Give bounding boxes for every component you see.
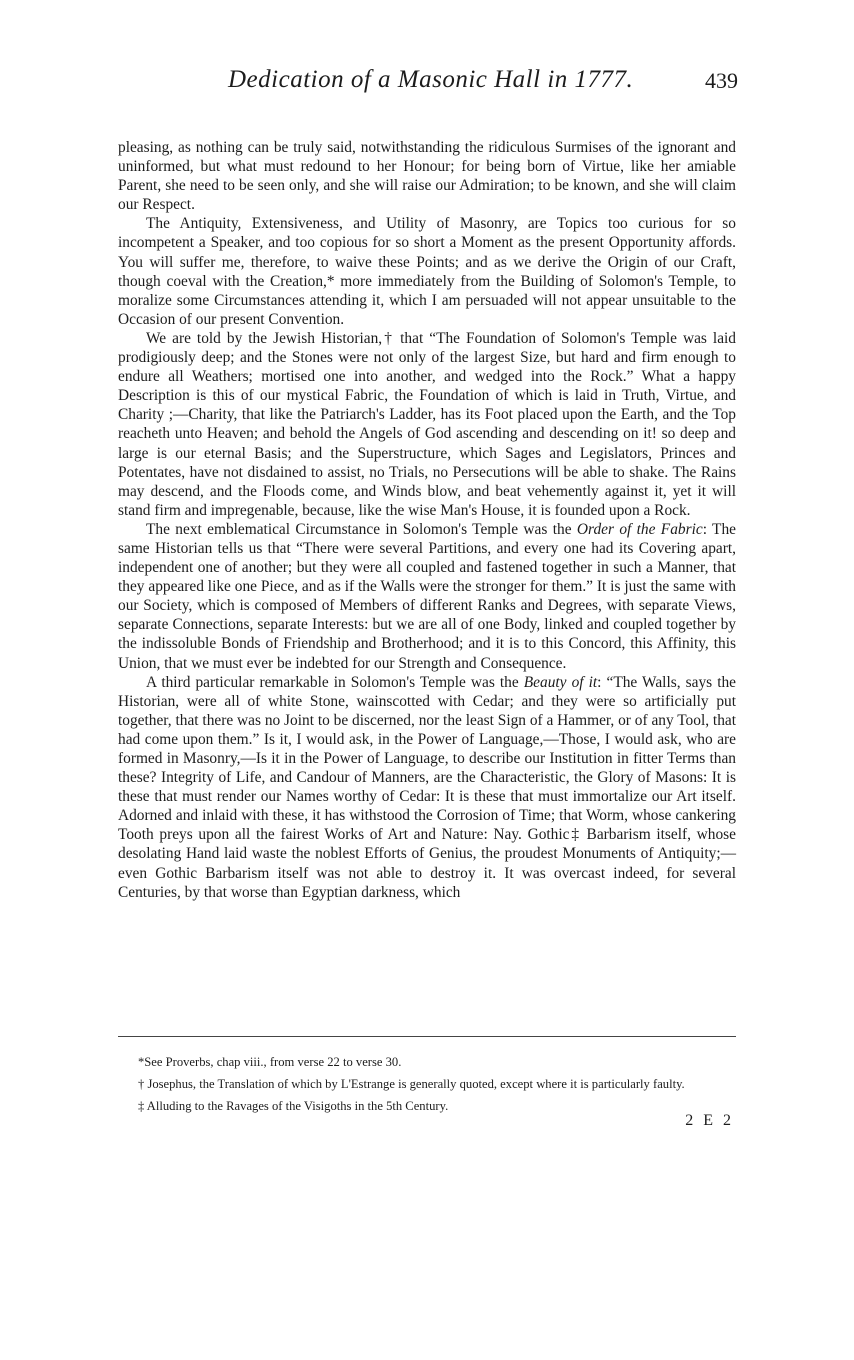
- footnote-proverbs: *See Proverbs, chap viii., from verse 22 to verse 30.: [138, 1055, 402, 1069]
- paragraph-body: : The same Historian tells us that “There were several Partitions, and every one had its Covering apart, independent one of another; but they were all coupled and fastened together in such a Manner, that they appeared like one Piece, and as if the Walls were the stronger for them.” It is just the same with our Society, which is composed of Members of different Ranks and Degrees, with separate Views, separate Connections, separate Interests: but we are all of one Body, linked and coupled together by the indissoluble Bonds of Friendship and Brotherhood; and it is to this Concord, this Affinity, this Union, that we must ever be indebted for our Strength and Consequence.: [118, 520, 736, 672]
- running-title: Dedication of a Masonic Hall in 1777.: [228, 66, 634, 93]
- paragraph-beauty: [118, 673, 736, 902]
- paragraph-intro: The next emblematical Circumstance in Solomon's Temple was the: [146, 520, 572, 538]
- footnotes: [118, 1054, 736, 1120]
- main-text: [118, 138, 736, 902]
- paragraph-intro: A third particular remarkable in Solomon's Temple was the: [146, 673, 519, 691]
- footnote-divider: [118, 1036, 736, 1037]
- paragraph-antiquity: The Antiquity, Extensiveness, and Utility of Masonry, are Topics too curious for so incompetent a Speaker, and too copious for so short a Moment as the present Opportunity affords. You will suffer me, therefore, to waive these Points; and as we derive the Origin of our Craft, though coeval with the Creation,* more immediately from the Building of Solomon's Temple, to moralize some Circumstances attending it, which I am persuaded will not appear unsuitable to the Occasion of our present Convention.: [118, 215, 736, 328]
- page-header: [118, 66, 738, 106]
- footnote-visigoths: ‡ Alluding to the Ravages of the Visigoths in the 5th Century.: [138, 1099, 449, 1113]
- paragraph-foundation: We are told by the Jewish Historian,† that “The Foundation of Solomon's Temple was laid prodigiously deep; and the Stones were not only of the largest Size, but hard and firm enough to endure all Weathers; mortised one into another, and wedged into the Rock.” What a happy Description is this of our mystical Fabric, the Foundation of which is laid in Truth, Virtue, and Charity ;—Charity, that like the Patriarch's Ladder, has its Foot placed upon the Earth, and the Top reacheth unto Heaven; and behold the Angels of God ascending and descending on it! so deep and large is our eternal Basis; and the Superstructure, which Sages and Legislators, Princes and Potentates, have not disdained to assist, no Trials, no Persecutions will be able to shake. The Rains may descend, and the Floods come, and Winds blow, and beat vehemently against it, yet it will stand firm and impregenable, because, like the wise Man's House, it is founded upon a Rock.: [118, 329, 736, 519]
- page-number: 439: [705, 68, 738, 93]
- footnote-josephus: † Josephus, the Translation of which by L'Estrange is generally quoted, except where it is particularly faulty.: [138, 1077, 685, 1091]
- paragraph-continued: pleasing, as nothing can be truly said, notwithstanding the ridiculous Surmises of the ignorant and uninformed, but what must redound to her Honour; for being born of Virtue, like her amiable Parent, she need to be seen only, and she will raise our Admiration; to be known, and she will claim our Respect.: [118, 139, 736, 214]
- italic-phrase: Order of the Fabric: [576, 520, 703, 538]
- paragraph-body: : “The Walls, says the Historian, were all of white Stone, wainscotted with Cedar; and they were so artificially put together, that there was no Joint to be discerned, nor the least Sign of a Hammer, or of any Tool, that had come upon them.” Is it, I would ask, in the Power of Language,—Those, I would ask, who are formed in Masonry,—Is it in the Power of Language, to describe our Institution in fitter Terms than these? Integrity of Life, and Candour of Manners, are the Characteristic, the Glory of Masons: It is these that must render our Names worthy of Cedar: It is these that must immortalize our Art itself. Adorned and inlaid with these, it has withstood the Corrosion of Time; that Worm, whose cankering Tooth preys upon all the fairest Works of Art and Nature: Nay. Gothic‡ Barbarism itself, whose desolating Hand laid waste the noblest Efforts of Genius, the proudest Monuments of Antiquity;—even Gothic Barbarism itself was not able to destroy it. It was overcast indeed, for several Centuries, by that worse than Egyptian darkness, which: [118, 673, 736, 901]
- signature-mark: 2 E 2: [685, 1112, 734, 1129]
- italic-phrase: Beauty of it: [523, 673, 598, 691]
- paragraph-order-of-fabric: [118, 520, 736, 673]
